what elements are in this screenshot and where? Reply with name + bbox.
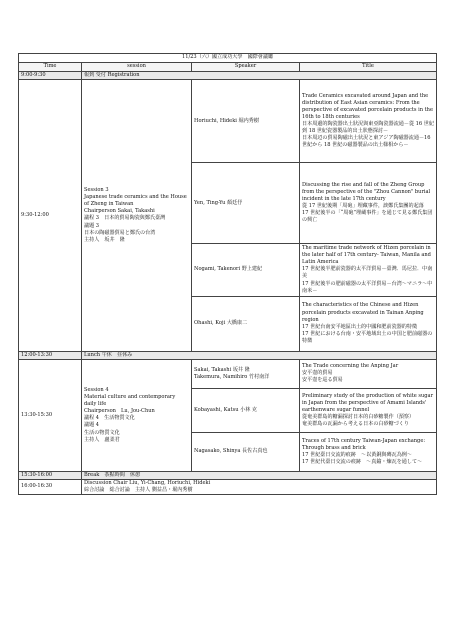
session3-line: Session 3	[84, 187, 109, 194]
table-title-row	[19, 54, 437, 63]
title-zh: 17 世紀臺日交流的痕跡 ～以黃銅與磚瓦為例～	[302, 451, 412, 458]
registration-time: 9:00-9:30	[19, 72, 82, 80]
break-row	[19, 471, 437, 479]
speaker-name: Sakai, Takashi 坂井 隆	[194, 366, 250, 373]
discussion-row	[19, 479, 437, 494]
title-en: Trade Ceramics excavated around Japan and the distribution of East Asian ceramics: From the perspective of excavated porcelain products in the 16th to 18th centuries	[302, 92, 433, 120]
session4-line: 議題 4	[84, 422, 100, 429]
title-cell	[300, 432, 437, 471]
discussion-line: Discussion Chair Liu, Yi-Chang, Horiuchi, Hideki	[84, 479, 211, 486]
lunch-row	[19, 351, 437, 359]
session4-line: 主持人 盧柔君	[84, 436, 120, 443]
lunch-text: Lunch 午休 昼休み	[82, 351, 437, 359]
break-time: 15:30-16:00	[19, 471, 82, 479]
discussion-text	[82, 479, 437, 494]
session3-line: 議題 3	[84, 222, 100, 229]
speaker-cell	[192, 432, 300, 471]
speaker-cell: Nogami, Takenori 野上建紀	[192, 244, 300, 297]
title-ja: 安平壺を巡る貿易	[302, 377, 343, 384]
session3-time: 9:30-12:00	[19, 80, 82, 352]
speaker-cell: Ohashi, Koji 大橋康二	[192, 296, 300, 351]
title-ja: 日本周辺の貿易陶磁出土状況と東アジア陶磁器流通－16 世紀から 18 世紀の磁器製品の出土様相から－	[302, 135, 431, 149]
speaker-name: Nagasako, Shinya 長佐古真也	[194, 448, 268, 455]
session4-line: Session 4	[84, 386, 109, 393]
speaker-name: Kobayashi, Katsu 小林 克	[194, 406, 258, 413]
title-ja: 17 世紀後半の肥前磁器の太平洋貿易－台湾～マニラ～中南米－	[302, 280, 433, 294]
session4-line: Chairperson Lu, Jou-Chun	[84, 408, 155, 415]
session4-line: Material culture and contemporary daily life	[84, 394, 176, 408]
conference-schedule-table	[18, 53, 437, 495]
title-zh: 日本周邊的陶瓷器出土狀況與東亞陶瓷器流通－從 16 世紀到 18 世紀瓷器製品的出土狀態探討－	[302, 121, 434, 135]
header-row	[19, 63, 437, 72]
title-ja: 17 世紀後半の「“周砲”埋蔵事件」を通じて見る鄭氏集団の興亡	[302, 210, 433, 224]
session3-line: Chairperson Sakai, Takashi	[84, 208, 155, 215]
title-cell	[300, 163, 437, 244]
discussion-line: 綜合討論 総合討論 主持人 劉益昌・堀內秀樹	[84, 487, 193, 494]
speaker-cell: Horiuchi, Hideki 堀内秀樹	[192, 80, 300, 163]
session3-line: 議程 3 日本的貿易陶瓷與鄭氏臺灣	[84, 215, 166, 222]
title-en: The maritime trade network of Hizen porcelain in the later half of 17th century- Taiwan, Manila and Latin America	[302, 245, 431, 266]
title-zh: 17 世紀台南安平地區出土的中國和肥前瓷器的特徵	[302, 323, 418, 330]
header-time: Time	[19, 63, 82, 72]
speaker-cell	[192, 359, 300, 388]
title-zh: 從奄美群島的糖漏探討日本的白砂糖製作（預察）	[302, 413, 415, 420]
header-session: session	[82, 63, 192, 72]
session3-line: 主持人 坂井 隆	[84, 236, 125, 243]
title-ja: 17 世紀における台南・安平地域出土の中国と肥前磁器の特徴	[302, 330, 433, 344]
speaker-name: Takemura, Namihiro 竹村南洋	[194, 373, 270, 380]
registration-row	[19, 72, 437, 80]
title-en: Traces of 17th century Taiwan-Japan exchange: Through brass and brick	[302, 437, 426, 451]
title-en: The characteristics of the Chinese and Hizen porcelain products excavated in Tainan Anping region	[302, 302, 424, 323]
session3-talk-1	[19, 80, 437, 163]
title-ja: 17 世紀代臺日交流の痕跡 ～真鍮・煉瓦を通して～	[302, 458, 423, 465]
session4-line: 議程 4 生活物質文化	[84, 415, 135, 422]
speaker-cell: Yen, Ting-Yu 顏廷伃	[192, 163, 300, 244]
title-ja: 奄美群島の瓦漏から考える日本の白砂糖づくり	[302, 420, 409, 427]
header-speaker: Speaker	[192, 63, 300, 72]
table-title: 11/23（六）國立成功大學 國際會議廳	[19, 54, 437, 63]
session4-talk-1	[19, 359, 437, 388]
title-zh: 安平壺的貿易	[302, 370, 333, 377]
schedule-page	[18, 53, 436, 495]
title-zh: 從 17 世紀後期「周砲」埋藏事件，談鄭氏集團的起落	[302, 203, 424, 210]
session4-line: 生活の物質文化	[84, 429, 120, 436]
session3-line: Japanese trade ceramics and the House of Zheng in Taiwan	[84, 194, 187, 208]
lunch-time: 12:00-13:30	[19, 351, 82, 359]
title-cell	[300, 388, 437, 432]
title-cell	[300, 296, 437, 351]
title-en: Discussing the rise and fall of the Zheng Group from the perspective of the "Zhou Cannon" burial incident in the late 17th century	[302, 181, 431, 202]
speaker-cell	[192, 388, 300, 432]
session4-description	[82, 359, 192, 471]
title-cell	[300, 359, 437, 388]
title-zh: 17 世紀後半肥前瓷器的太平洋貿易－臺灣．馬尼拉．中南美	[302, 266, 433, 280]
header-title: Title	[300, 63, 437, 72]
title-en: Preliminary study of the production of white sugar in Japan from the perspective of Amami Islands' earthenware sugar funnel	[302, 392, 434, 413]
registration-text: 報到 受付 Registration	[82, 72, 437, 80]
title-cell	[300, 244, 437, 297]
title-cell	[300, 80, 437, 163]
title-en: The Trade concerning the Anping Jar	[302, 363, 399, 370]
discussion-time: 16:00-16:30	[19, 479, 82, 494]
session3-line: 日本の陶磁器貿易と鄭氏の台湾	[84, 229, 156, 236]
break-text: Break 茶點時間 休憩	[82, 471, 437, 479]
session3-description	[82, 80, 192, 352]
session4-time: 13:30-15:30	[19, 359, 82, 471]
